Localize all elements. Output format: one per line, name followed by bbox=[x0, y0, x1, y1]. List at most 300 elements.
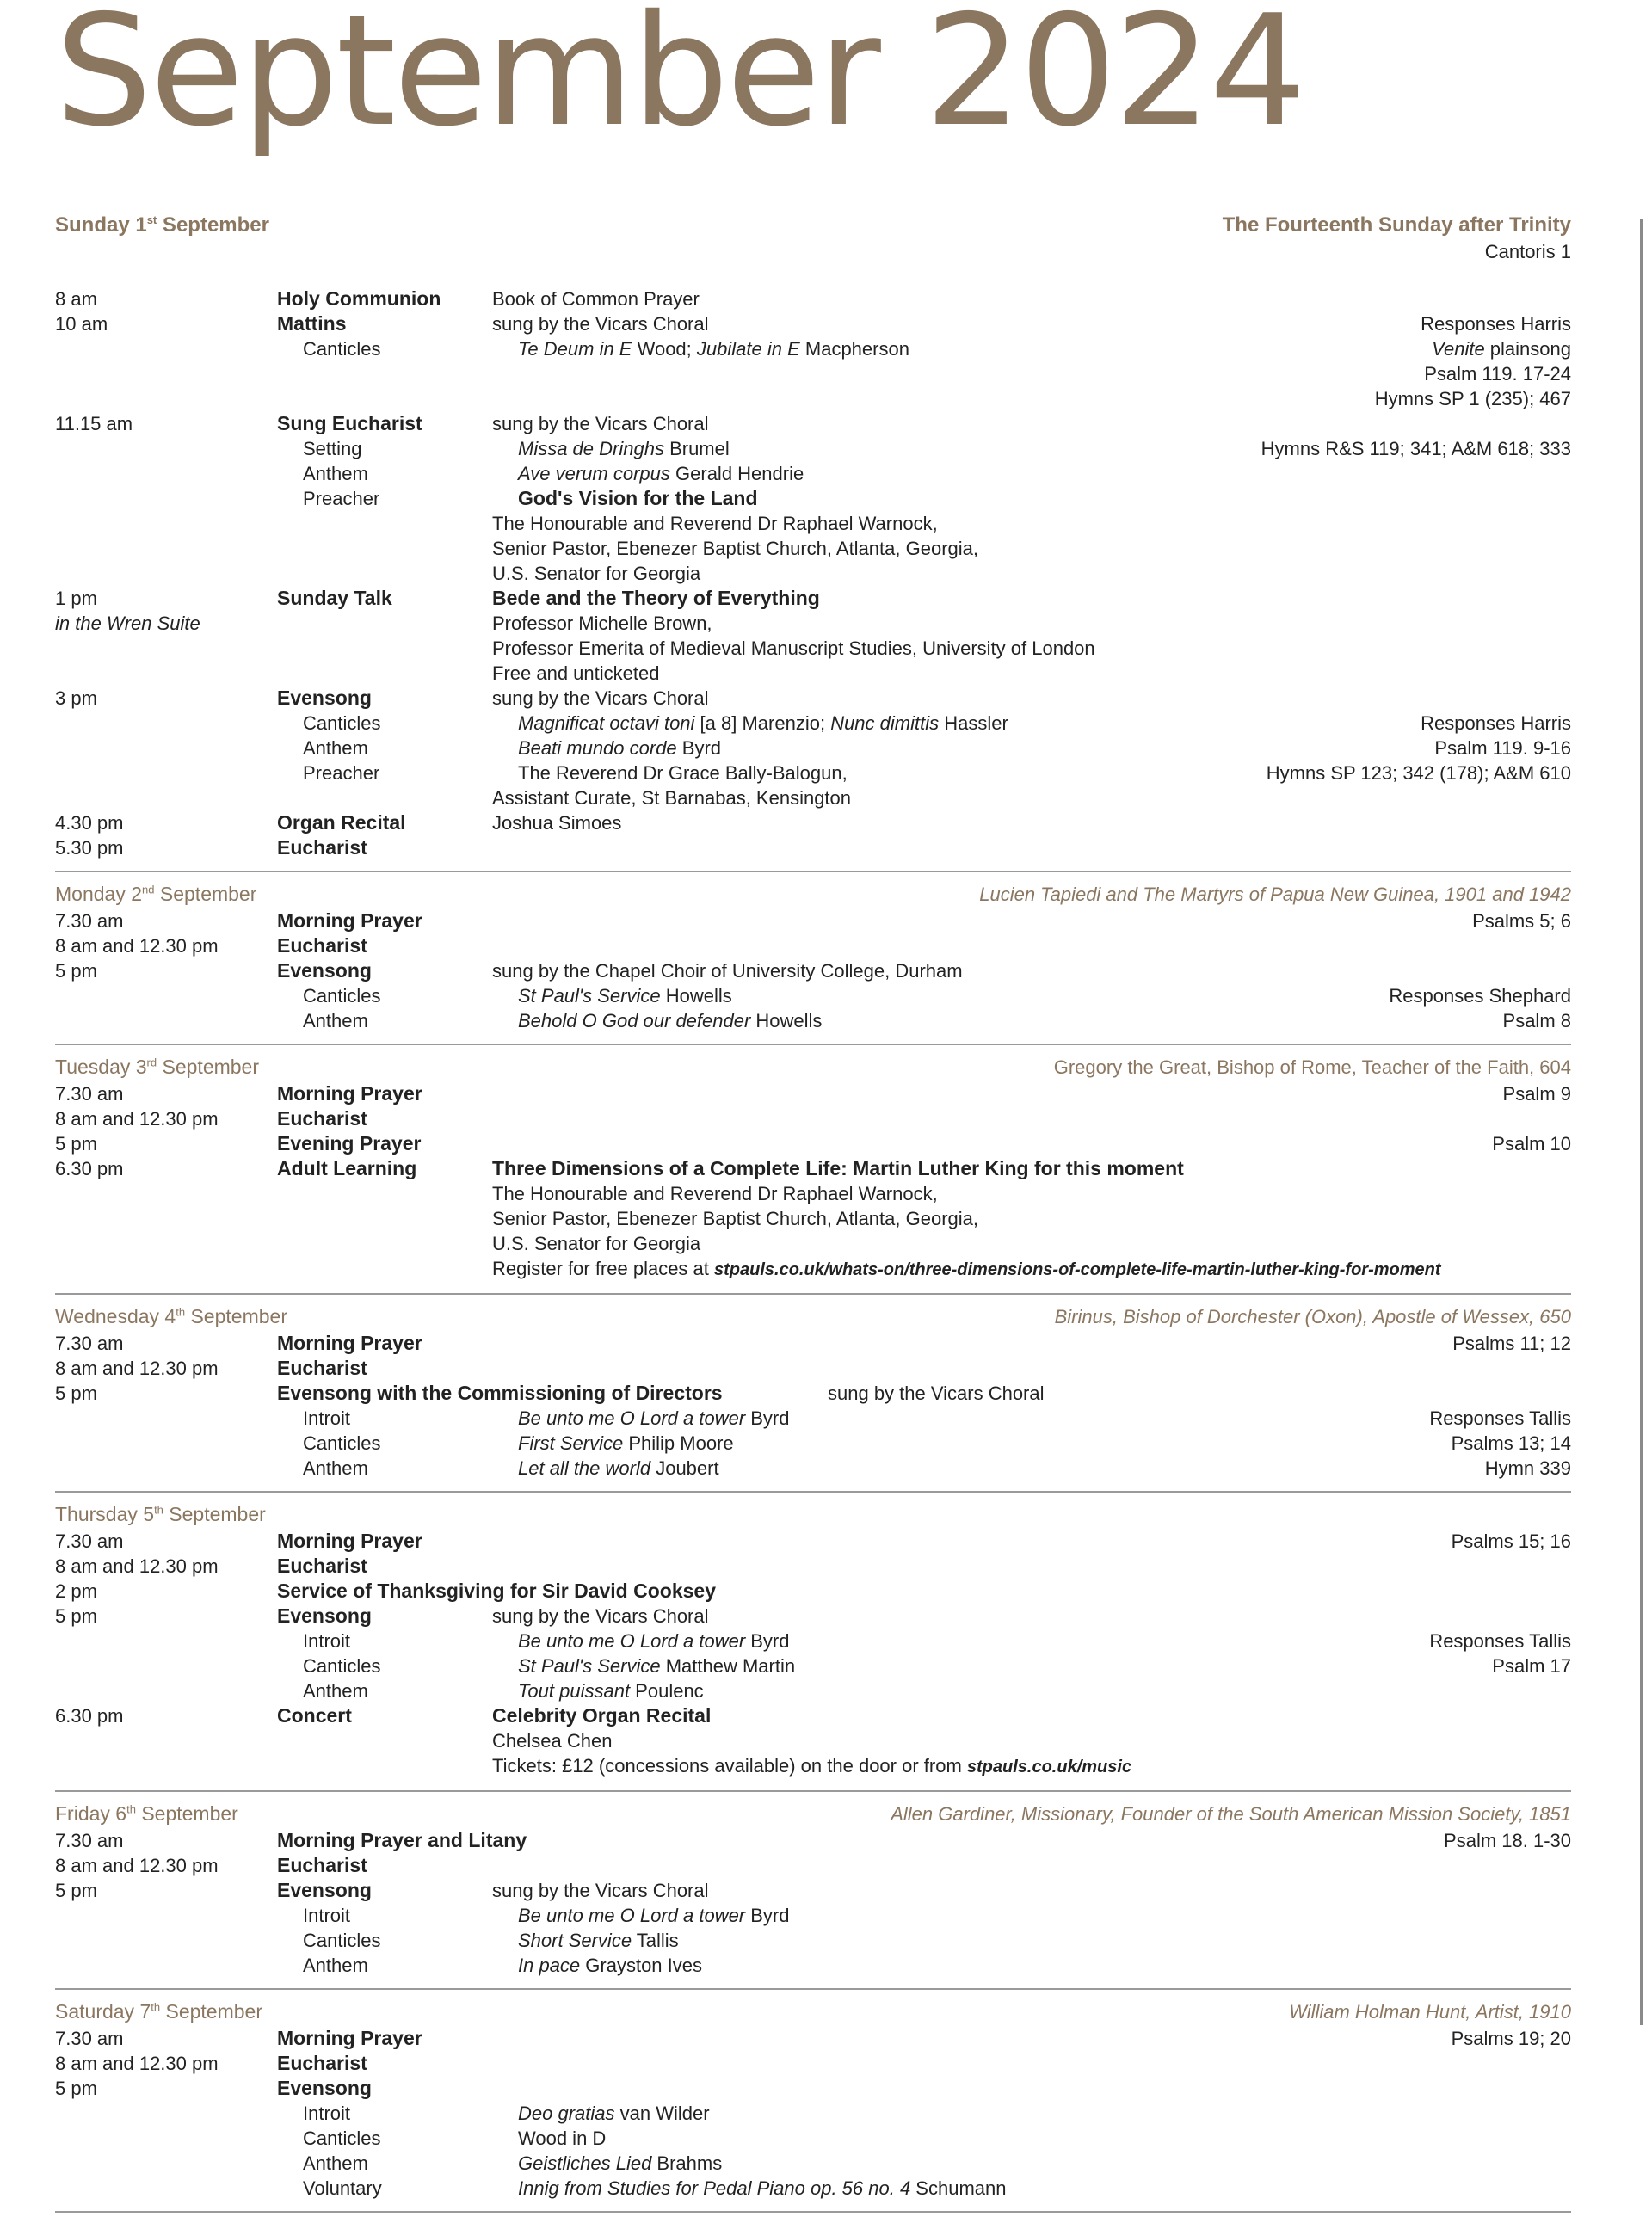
psalm-text: Responses Tallis bbox=[1429, 1630, 1571, 1652]
schedule-row bbox=[55, 486, 1571, 511]
psalm-text: Psalm 119. 17-24 bbox=[1424, 363, 1571, 385]
service-cell: Morning Prayer and Litany bbox=[277, 1829, 527, 1851]
detail-text: Assistant Curate, St Barnabas, Kensington bbox=[492, 787, 852, 809]
psalm-text: Psalm 9 bbox=[1502, 1083, 1571, 1105]
day-name bbox=[55, 2000, 262, 2023]
psalm-cell bbox=[1055, 933, 1571, 958]
service-cell: Morning Prayer bbox=[277, 1332, 422, 1354]
time-cell: 11.15 am bbox=[55, 413, 133, 434]
day-name bbox=[55, 1305, 287, 1328]
detail-cell bbox=[492, 311, 1055, 336]
day-name-text: Wednesday 4 bbox=[55, 1305, 176, 1327]
detail-text: St Paul's Service bbox=[518, 985, 661, 1007]
psalm-cell bbox=[1055, 2126, 1571, 2151]
detail-cell bbox=[518, 2151, 1055, 2176]
service-cell bbox=[277, 361, 492, 386]
schedule-row bbox=[55, 983, 1571, 1008]
time-cell bbox=[55, 1181, 277, 1206]
schedule-row bbox=[55, 1604, 1571, 1629]
psalm-cell bbox=[1055, 2076, 1571, 2101]
day-name bbox=[55, 1056, 259, 1079]
psalm-cell bbox=[1055, 1081, 1571, 1106]
psalm-cell bbox=[1055, 1381, 1571, 1406]
service-cell: Evensong with the Commissioning of Directors bbox=[277, 1382, 723, 1404]
psalm-cell bbox=[1055, 1828, 1571, 1853]
detail-cell bbox=[492, 1206, 1055, 1231]
detail-cell bbox=[492, 411, 1055, 436]
feast-title: Allen Gardiner, Missionary, Founder of the South American Mission Society, 1851 bbox=[891, 1803, 1571, 1825]
time-cell: 7.30 am bbox=[55, 2028, 124, 2049]
detail-text: Howells bbox=[660, 985, 732, 1007]
psalm-cell bbox=[1055, 436, 1571, 461]
detail-text: Jubilate in E bbox=[696, 338, 800, 360]
service-cell: Eucharist bbox=[277, 1357, 367, 1379]
detail-cell bbox=[492, 1853, 1055, 1878]
psalm-cell bbox=[1055, 411, 1571, 436]
service-cell: Anthem bbox=[303, 463, 368, 484]
detail-text: Byrd bbox=[676, 737, 722, 759]
day-name-text: Monday 2 bbox=[55, 883, 143, 905]
schedule-row bbox=[55, 1106, 1571, 1131]
psalm-cell bbox=[1055, 1231, 1571, 1256]
detail-cell bbox=[518, 1928, 1055, 1953]
detail-cell bbox=[518, 1406, 1055, 1431]
service-cell: Introit bbox=[303, 2103, 351, 2124]
detail-cell bbox=[518, 760, 1055, 785]
detail-cell bbox=[492, 386, 1055, 411]
schedule-row bbox=[55, 1554, 1571, 1579]
time-cell: 7.30 am bbox=[55, 1530, 124, 1552]
detail-cell bbox=[518, 1629, 1055, 1653]
detail-cell bbox=[492, 239, 1055, 264]
psalm-cell bbox=[1055, 1106, 1571, 1131]
psalm-cell bbox=[1055, 561, 1571, 586]
service-cell: Sung Eucharist bbox=[277, 412, 422, 434]
psalm-cell bbox=[1055, 736, 1571, 760]
detail-text: sung by the Vicars Choral bbox=[492, 1605, 709, 1627]
detail-text: U.S. Senator for Georgia bbox=[492, 563, 701, 584]
detail-cell bbox=[492, 1231, 1055, 1256]
schedule-row bbox=[55, 1529, 1571, 1554]
detail-text: Senior Pastor, Ebenezer Baptist Church, Atlanta, Georgia, bbox=[492, 1208, 978, 1229]
service-cell: Anthem bbox=[303, 2152, 368, 2174]
service-cell bbox=[277, 561, 492, 586]
detail-text: sung by the Vicars Choral bbox=[492, 687, 709, 709]
service-cell: Evensong bbox=[277, 1879, 372, 1901]
day-section bbox=[55, 1503, 1571, 1792]
schedule-row bbox=[55, 1181, 1571, 1206]
detail-cell bbox=[518, 711, 1055, 736]
service-cell: Holy Communion bbox=[277, 287, 441, 310]
spacer bbox=[55, 264, 1571, 286]
psalm-text: Psalm 17 bbox=[1492, 1655, 1571, 1677]
psalm-cell bbox=[1055, 2151, 1571, 2176]
detail-cell bbox=[518, 486, 1055, 511]
psalm-cell bbox=[1055, 958, 1571, 983]
day-header bbox=[55, 1802, 1571, 1828]
service-cell: Introit bbox=[303, 1630, 351, 1652]
detail-cell bbox=[492, 1753, 1131, 1780]
psalm-text: Hymns SP 1 (235); 467 bbox=[1374, 388, 1571, 410]
schedule-row bbox=[55, 1081, 1571, 1106]
time-cell: 4.30 pm bbox=[55, 812, 124, 834]
detail-cell bbox=[518, 1903, 1055, 1928]
detail-text: In pace bbox=[518, 1955, 581, 1976]
day-month: September bbox=[154, 883, 257, 905]
psalm-cell bbox=[1055, 361, 1571, 386]
service-cell: Anthem bbox=[303, 1010, 368, 1031]
schedule-row bbox=[55, 561, 1571, 586]
detail-text: Te Deum in E bbox=[518, 338, 632, 360]
psalm-text: Responses Harris bbox=[1421, 313, 1571, 335]
psalm-cell bbox=[1055, 908, 1571, 933]
schedule-row bbox=[55, 461, 1571, 486]
detail-text: Poulenc bbox=[630, 1680, 704, 1702]
service-cell: Anthem bbox=[303, 1457, 368, 1479]
psalm-cell bbox=[1055, 2101, 1571, 2126]
detail-text: Grayston Ives bbox=[580, 1955, 703, 1976]
schedule-row bbox=[55, 933, 1571, 958]
detail-cell bbox=[518, 736, 1055, 760]
psalm-cell bbox=[1055, 1703, 1571, 1728]
detail-cell bbox=[492, 1529, 1055, 1554]
time-cell: in the Wren Suite bbox=[55, 613, 200, 634]
service-cell: Morning Prayer bbox=[277, 1082, 422, 1105]
detail-text: sung by the Vicars Choral bbox=[492, 413, 709, 434]
detail-text: stpauls.co.uk/music bbox=[966, 1758, 1132, 1777]
detail-text: Bede and the Theory of Everything bbox=[492, 587, 820, 609]
service-cell: Evensong bbox=[277, 1604, 372, 1627]
schedule-row bbox=[55, 785, 1571, 810]
detail-text: stpauls.co.uk/whats-on/three-dimensions-of-complete-life-martin-luther-king-for-moment bbox=[714, 1260, 1441, 1279]
detail-cell bbox=[518, 461, 1055, 486]
detail-text: Be unto me O Lord a tower bbox=[518, 1905, 746, 1926]
time-cell: 8 am and 12.30 pm bbox=[55, 1108, 219, 1130]
time-cell bbox=[55, 736, 277, 760]
schedule-row bbox=[55, 411, 1571, 436]
psalm-cell bbox=[1055, 2051, 1571, 2076]
psalm-cell bbox=[1055, 536, 1571, 561]
service-cell bbox=[277, 661, 492, 686]
detail-cell bbox=[518, 1008, 1055, 1033]
service-cell: Setting bbox=[303, 438, 362, 459]
service-cell: Eucharist bbox=[277, 934, 367, 957]
schedule-row bbox=[55, 760, 1571, 785]
schedule-row bbox=[55, 1828, 1571, 1853]
detail-text: sung by the Vicars Choral bbox=[492, 1880, 709, 1901]
schedule-row bbox=[55, 661, 1571, 686]
detail-cell bbox=[492, 1331, 1055, 1356]
time-cell: 7.30 am bbox=[55, 1333, 124, 1354]
time-cell: 8 am and 12.30 pm bbox=[55, 1855, 219, 1876]
time-cell bbox=[55, 785, 277, 810]
detail-cell bbox=[492, 1878, 1055, 1903]
time-cell bbox=[55, 661, 277, 686]
time-cell: 8 am and 12.30 pm bbox=[55, 1358, 219, 1379]
psalm-text: Hymns R&S 119; 341; A&M 618; 333 bbox=[1261, 438, 1571, 459]
service-cell bbox=[277, 1753, 492, 1780]
time-cell bbox=[55, 1406, 277, 1431]
psalm-cell bbox=[1055, 1008, 1571, 1033]
psalm-text: Psalms 15; 16 bbox=[1451, 1530, 1571, 1552]
detail-text: Hassler bbox=[939, 712, 1008, 734]
time-cell: 7.30 am bbox=[55, 1083, 124, 1105]
time-cell: 8 am and 12.30 pm bbox=[55, 935, 219, 957]
detail-cell bbox=[492, 1703, 1055, 1728]
detail-cell bbox=[492, 1554, 1055, 1579]
detail-text: Beati mundo corde bbox=[518, 737, 677, 759]
detail-cell bbox=[492, 810, 1055, 835]
psalm-cell bbox=[1055, 1629, 1571, 1653]
time-cell: 5 pm bbox=[55, 1133, 97, 1155]
service-cell: Canticles bbox=[303, 985, 381, 1007]
detail-text: Byrd bbox=[745, 1905, 790, 1926]
schedule-row bbox=[55, 1953, 1571, 1978]
time-cell: 6.30 pm bbox=[55, 1705, 124, 1727]
day-name-text: Sunday 1 bbox=[55, 213, 147, 237]
psalm-cell bbox=[1055, 1579, 1571, 1604]
time-cell bbox=[55, 1431, 277, 1456]
detail-cell bbox=[518, 1431, 1055, 1456]
psalm-cell bbox=[1055, 511, 1571, 536]
time-cell: 8 am and 12.30 pm bbox=[55, 1555, 219, 1577]
time-cell: 6.30 pm bbox=[55, 1158, 124, 1179]
schedule-row bbox=[55, 1629, 1571, 1653]
day-ordinal: th bbox=[126, 1802, 136, 1816]
detail-text: Professor Emerita of Medieval Manuscript Studies, University of London bbox=[492, 637, 1095, 659]
time-cell bbox=[55, 436, 277, 461]
detail-cell bbox=[492, 2026, 1055, 2051]
time-cell bbox=[55, 561, 277, 586]
psalm-cell bbox=[1055, 835, 1571, 860]
schedule-row bbox=[55, 1156, 1571, 1181]
service-cell: Canticles bbox=[303, 2128, 381, 2149]
day-month: September bbox=[135, 1802, 238, 1825]
schedule-row bbox=[55, 1331, 1571, 1356]
psalm-cell bbox=[1055, 461, 1571, 486]
feast-title: Lucien Tapiedi and The Martyrs of Papua New Guinea, 1901 and 1942 bbox=[979, 884, 1571, 905]
detail-cell bbox=[492, 686, 1055, 711]
time-cell bbox=[55, 1753, 277, 1780]
day-section bbox=[55, 1305, 1571, 1493]
detail-cell bbox=[492, 1106, 1055, 1131]
psalm-text: Responses Shephard bbox=[1389, 985, 1571, 1007]
psalm-cell bbox=[1095, 636, 1612, 661]
service-cell: Service of Thanksgiving for Sir David Cooksey bbox=[277, 1580, 716, 1602]
detail-text: [a 8] Marenzio; bbox=[694, 712, 831, 734]
schedule-row bbox=[55, 1356, 1571, 1381]
day-month: September bbox=[160, 2000, 262, 2023]
detail-text: Wood in D bbox=[518, 2128, 607, 2149]
time-cell: 7.30 am bbox=[55, 1830, 124, 1851]
time-cell: 5 pm bbox=[55, 1880, 97, 1901]
detail-text: Chelsea Chen bbox=[492, 1730, 613, 1752]
day-ordinal: th bbox=[176, 1305, 186, 1319]
service-cell: Preacher bbox=[303, 488, 380, 509]
detail-text: Geistliches Lied bbox=[518, 2152, 652, 2174]
psalm-text: Psalm 8 bbox=[1502, 1010, 1571, 1031]
detail-cell bbox=[492, 1256, 1441, 1283]
detail-text: Magnificat octavi toni bbox=[518, 712, 695, 734]
schedule-row bbox=[55, 810, 1571, 835]
day-section bbox=[55, 1802, 1571, 1990]
day-name-text: Tuesday 3 bbox=[55, 1056, 147, 1078]
schedule-row bbox=[55, 1653, 1571, 1678]
time-cell bbox=[55, 1206, 277, 1231]
detail-cell bbox=[492, 2076, 1055, 2101]
detail-cell bbox=[492, 361, 1055, 386]
service-cell: Organ Recital bbox=[277, 811, 406, 834]
detail-cell bbox=[492, 536, 1055, 561]
detail-cell bbox=[518, 336, 1055, 361]
schedule-row bbox=[55, 1431, 1571, 1456]
detail-text: Byrd bbox=[745, 1407, 790, 1429]
service-cell bbox=[277, 536, 492, 561]
detail-text: Tickets: £12 (concessions available) on the door or from bbox=[492, 1755, 967, 1777]
day-name bbox=[55, 1802, 238, 1826]
schedule-row bbox=[55, 835, 1571, 860]
service-cell: Introit bbox=[303, 1407, 351, 1429]
time-cell bbox=[55, 983, 277, 1008]
day-section bbox=[55, 883, 1571, 1045]
psalm-cell bbox=[1055, 311, 1571, 336]
detail-cell bbox=[518, 1456, 1055, 1481]
time-cell: 5 pm bbox=[55, 2078, 97, 2099]
detail-text: Tout puissant bbox=[518, 1680, 631, 1702]
schedule-row bbox=[55, 1678, 1571, 1703]
detail-text: Free and unticketed bbox=[492, 662, 660, 684]
psalm-text: plainsong bbox=[1484, 338, 1571, 360]
service-cell: Evensong bbox=[277, 959, 372, 982]
detail-text: Brahms bbox=[651, 2152, 723, 2174]
schedule-row bbox=[55, 2026, 1571, 2051]
psalm-cell bbox=[1055, 1928, 1571, 1953]
psalm-text: Psalms 19; 20 bbox=[1451, 2028, 1571, 2049]
time-cell bbox=[55, 1008, 277, 1033]
day-header bbox=[55, 1305, 1571, 1331]
service-cell bbox=[277, 636, 492, 661]
service-cell: Anthem bbox=[303, 737, 368, 759]
schedule-row bbox=[55, 711, 1571, 736]
detail-cell bbox=[492, 661, 1055, 686]
detail-text: Book of Common Prayer bbox=[492, 288, 700, 310]
service-cell: Concert bbox=[277, 1704, 352, 1727]
service-cell: Eucharist bbox=[277, 1854, 367, 1876]
schedule-row bbox=[55, 958, 1571, 983]
psalm-cell bbox=[1055, 286, 1571, 311]
psalm-text: Psalm 119. 9-16 bbox=[1434, 737, 1571, 759]
service-cell bbox=[277, 611, 492, 636]
schedule-row bbox=[55, 336, 1571, 361]
schedule-row bbox=[55, 736, 1571, 760]
detail-cell bbox=[518, 2101, 1055, 2126]
time-cell: 8 am bbox=[55, 288, 97, 310]
detail-cell bbox=[518, 983, 1055, 1008]
psalm-cell bbox=[1055, 1678, 1571, 1703]
schedule-row bbox=[55, 908, 1571, 933]
service-cell bbox=[277, 1728, 492, 1753]
day-month: September bbox=[157, 213, 269, 237]
day-ordinal: th bbox=[154, 1503, 163, 1517]
detail-cell bbox=[518, 436, 1055, 461]
detail-cell bbox=[492, 1381, 1055, 1406]
psalm-cell bbox=[1055, 983, 1571, 1008]
detail-cell bbox=[492, 586, 1055, 611]
schedule-row bbox=[55, 1256, 1571, 1283]
day-name-text: Saturday 7 bbox=[55, 2000, 151, 2023]
service-cell: Sunday Talk bbox=[277, 587, 392, 609]
time-cell: 5 pm bbox=[55, 1382, 97, 1404]
service-cell: Introit bbox=[303, 1905, 351, 1926]
detail-cell bbox=[492, 1604, 1055, 1629]
detail-text: First Service bbox=[518, 1432, 624, 1454]
detail-cell bbox=[518, 1653, 1055, 1678]
detail-text: Three Dimensions of a Complete Life: Martin Luther King for this moment bbox=[492, 1157, 1184, 1179]
psalm-cell bbox=[1055, 1456, 1571, 1481]
psalm-cell bbox=[1055, 611, 1571, 636]
psalm-text: Psalms 11; 12 bbox=[1452, 1333, 1571, 1354]
day-name bbox=[55, 1503, 266, 1526]
day-ordinal: th bbox=[151, 2000, 161, 2014]
psalm-text: Responses Harris bbox=[1421, 712, 1571, 734]
time-cell: 8 am and 12.30 pm bbox=[55, 2053, 219, 2074]
detail-cell bbox=[492, 1131, 1055, 1156]
schedule-row bbox=[55, 636, 1571, 661]
psalm-cell bbox=[1055, 2026, 1571, 2051]
detail-cell bbox=[492, 1579, 1055, 1604]
day-ordinal: st bbox=[146, 213, 157, 226]
detail-text: sung by the Vicars Choral bbox=[492, 313, 709, 335]
feast-title: Birinus, Bishop of Dorchester (Oxon), Apostle of Wessex, 650 bbox=[1054, 1306, 1571, 1327]
detail-cell bbox=[492, 286, 1055, 311]
time-cell: 7.30 am bbox=[55, 910, 124, 932]
detail-text: Joshua Simoes bbox=[492, 812, 622, 834]
psalm-cell bbox=[1055, 1406, 1571, 1431]
detail-text: The Honourable and Reverend Dr Raphael Warnock, bbox=[492, 1183, 938, 1204]
schedule-row bbox=[55, 1131, 1571, 1156]
time-cell bbox=[55, 511, 277, 536]
time-cell: 5 pm bbox=[55, 960, 97, 982]
feast-title: William Holman Hunt, Artist, 1910 bbox=[1289, 2001, 1571, 2023]
psalm-cell bbox=[1055, 1853, 1571, 1878]
psalm-cell bbox=[1055, 1131, 1571, 1156]
detail-cell bbox=[492, 785, 1055, 810]
service-cell: Morning Prayer bbox=[277, 909, 422, 932]
detail-text: Joubert bbox=[650, 1457, 719, 1479]
service-cell: Morning Prayer bbox=[277, 2027, 422, 2049]
detail-cell bbox=[492, 958, 1055, 983]
schedule-row bbox=[55, 1878, 1571, 1903]
service-cell: Evening Prayer bbox=[277, 1132, 422, 1155]
psalm-cell bbox=[1131, 1753, 1648, 1780]
day-month: September bbox=[157, 1056, 260, 1078]
time-cell bbox=[55, 386, 277, 411]
detail-cell bbox=[492, 1081, 1055, 1106]
detail-cell bbox=[492, 1181, 1055, 1206]
detail-text: Missa de Dringhs bbox=[518, 438, 664, 459]
service-cell: Evensong bbox=[277, 2077, 372, 2099]
psalm-cell bbox=[1184, 1156, 1652, 1181]
detail-cell bbox=[518, 1953, 1055, 1978]
psalm-cell bbox=[1055, 1206, 1571, 1231]
day-ordinal: nd bbox=[142, 883, 155, 896]
time-cell: 1 pm bbox=[55, 588, 97, 609]
schedule-row bbox=[55, 1008, 1571, 1033]
detail-text: Let all the world bbox=[518, 1457, 651, 1479]
time-cell bbox=[55, 2151, 277, 2176]
psalm-cell bbox=[1055, 1604, 1571, 1629]
psalm-cell bbox=[1055, 1903, 1571, 1928]
